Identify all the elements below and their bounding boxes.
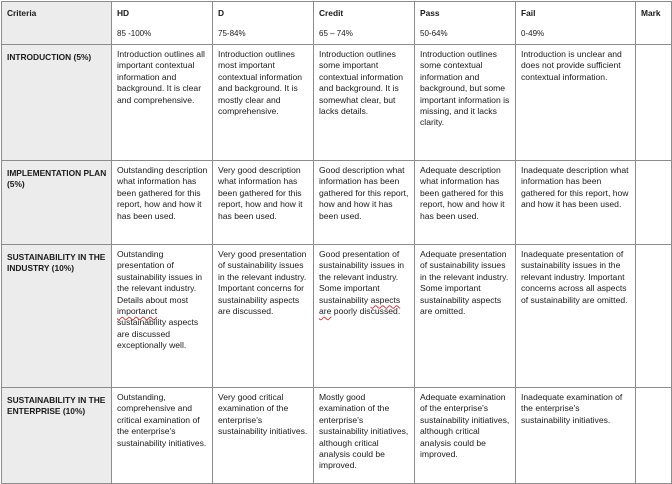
cell-d: Introduction outlines most important contextual information and background. It is mostly clear and comprehensive. — [213, 45, 314, 161]
cell-hd: Outstanding presentation of sustainability issues in the relevant industry. Details about most importanct sustainability aspects are discussed exceptionally well. — [112, 245, 213, 388]
mark-header: Mark — [636, 2, 672, 45]
grade-header-pass: Pass 50-64% — [415, 2, 516, 45]
cell-pass: Adequate description what information has been gathered for this report, how and how it has been used. — [415, 161, 516, 245]
cell-fail: Inadequate examination of the enterprise's sustainability initiatives. — [516, 388, 636, 484]
header-row — [2, 2, 672, 45]
cell-fail: Inadequate description what information has been gathered for this report, how and how it has been used. — [516, 161, 636, 245]
criterion-label: SUSTAINABILITY IN THE INDUSTRY (10%) — [2, 245, 112, 388]
spellcheck-mark: importanct — [117, 306, 158, 317]
rubric-table — [1, 1, 672, 484]
cell-credit: Good presentation of sustainability issues in the relevant industry. Some important sustainability aspects are poorly discussed. — [314, 245, 415, 388]
cell-hd: Outstanding, comprehensive and critical examination of the enterprise's sustainability initiatives. — [112, 388, 213, 484]
table-row-implementation — [2, 161, 672, 245]
cell-credit: Introduction outlines some important contextual information and background. It is somewhat clear, but lacks details. — [314, 45, 415, 161]
table-row-industry — [2, 245, 672, 388]
cell-hd: Introduction outlines all important contextual information and background. It is clear and comprehensive. — [112, 45, 213, 161]
spellcheck-mark: aspects are — [319, 294, 401, 317]
cell-mark[interactable] — [636, 245, 672, 388]
cell-mark[interactable] — [636, 388, 672, 484]
cell-pass: Adequate examination of the enterprise's sustainability initiatives, although critical analysis could be improved. — [415, 388, 516, 484]
cell-fail: Introduction is unclear and does not provide sufficient contextual information. — [516, 45, 636, 161]
table-row-introduction — [2, 45, 672, 161]
cell-credit: Mostly good examination of the enterprise's sustainability initiatives, although critical analysis could be improved. — [314, 388, 415, 484]
criterion-label: SUSTAINABILITY IN THE ENTERPRISE (10%) — [2, 388, 112, 484]
criterion-label: INTRODUCTION (5%) — [2, 45, 112, 161]
table-row-enterprise — [2, 388, 672, 484]
cell-pass: Introduction outlines some contextual information and background, but some important information is missing, and it lacks clarity. — [415, 45, 516, 161]
cell-mark[interactable] — [636, 45, 672, 161]
grade-header-hd: HD 85 -100% — [112, 2, 213, 45]
criterion-label: IMPLEMENTATION PLAN (5%) — [2, 161, 112, 245]
criteria-header: Criteria — [2, 2, 112, 45]
cell-mark[interactable] — [636, 161, 672, 245]
grade-header-d: D 75-84% — [213, 2, 314, 45]
cell-d: Very good critical examination of the enterprise's sustainability initiatives. — [213, 388, 314, 484]
cell-credit: Good description what information has been gathered for this report, how and how it has been used. — [314, 161, 415, 245]
cell-fail: Inadequate presentation of sustainability issues in the relevant industry. Important concerns across all aspects of sustainability are omitted. — [516, 245, 636, 388]
grade-header-credit: Credit 65 – 74% — [314, 2, 415, 45]
grade-header-fail: Fail 0-49% — [516, 2, 636, 45]
cell-d: Very good description what information has been gathered for this report, how and how it has been used. — [213, 161, 314, 245]
cell-d: Very good presentation of sustainability issues in the relevant industry. Important concerns for sustainability aspects are discussed. — [213, 245, 314, 388]
cell-hd: Outstanding description what information has been gathered for this report, how and how it has been used. — [112, 161, 213, 245]
cell-pass: Adequate presentation of sustainability issues in the relevant industry. Some important sustainability aspects are omitted. — [415, 245, 516, 388]
